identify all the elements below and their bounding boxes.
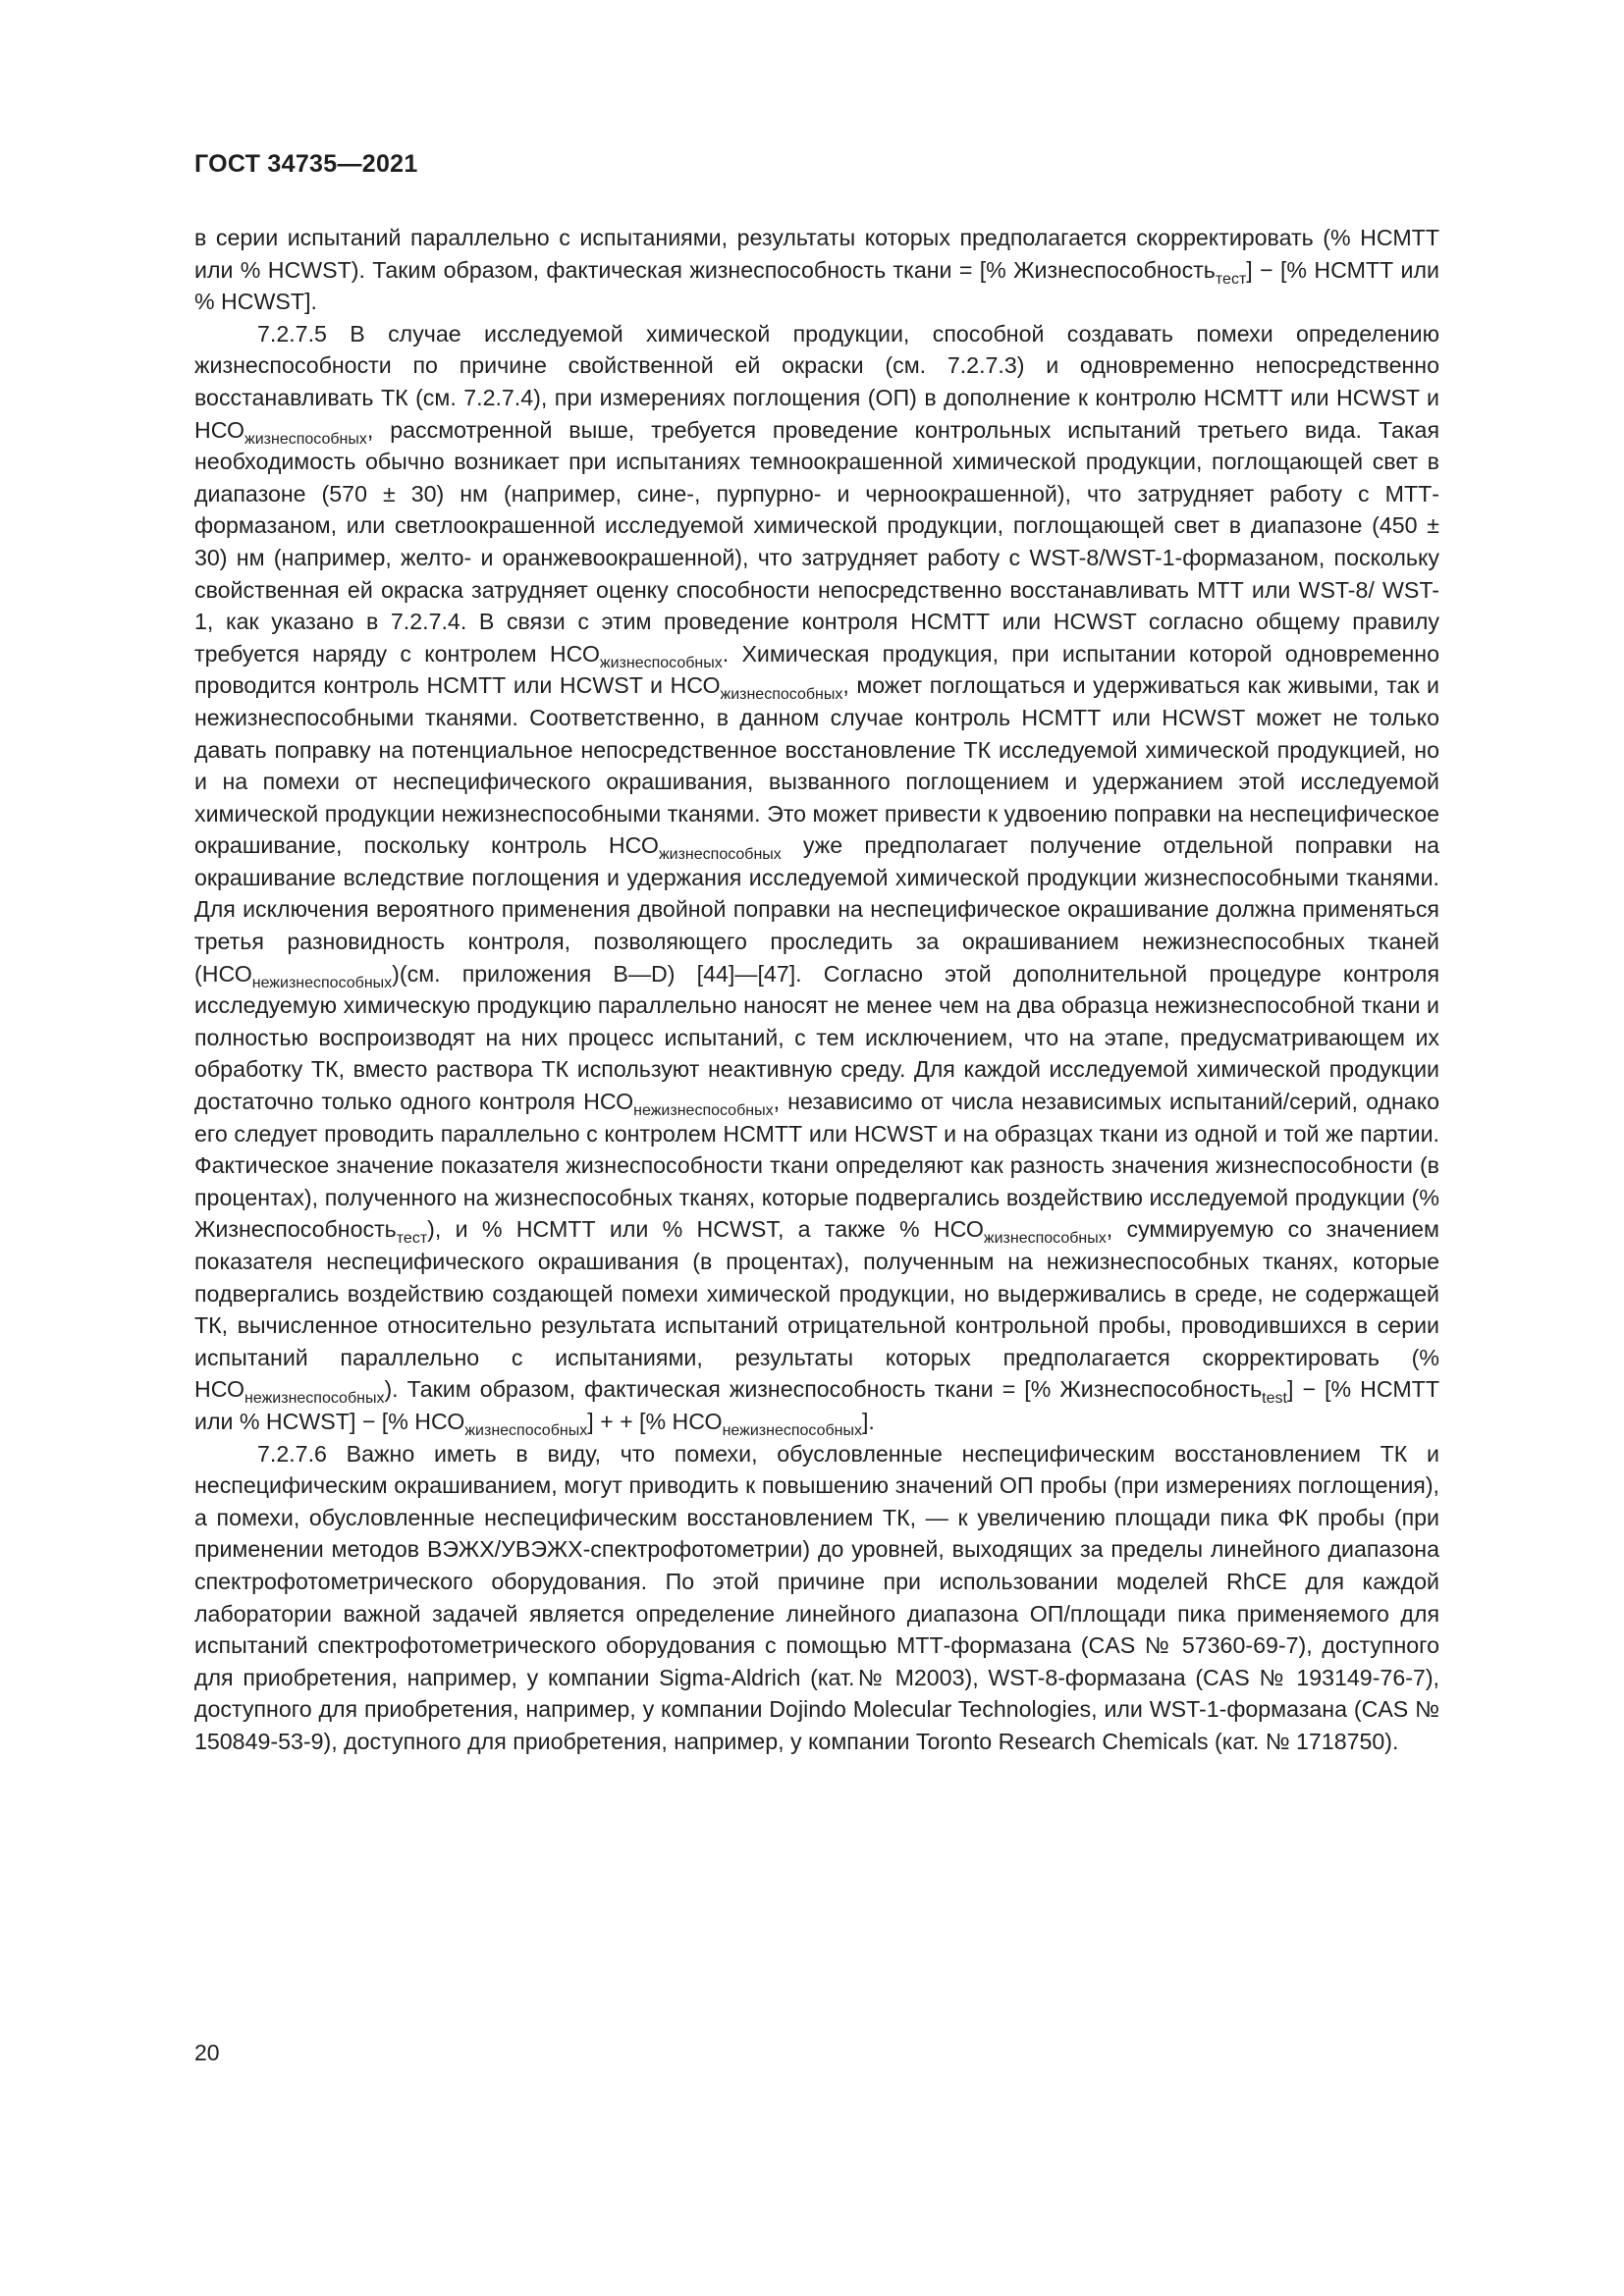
text-run: уже предполагает получение отдельной поправки на окрашивание вследствие поглощения и удержания исследуемой химической продукции жизнеспособными тканями. Для исключения вероятного применения двойной поправки на неспецифическое окрашивание должна применяться третья разновидность контроля, позволяющего проследить за окрашиванием нежизнеспособных тканей (НСО <box>194 832 1439 987</box>
text-run: , суммируемую со значением показателя неспецифического окрашивания (в процентах), полученным на нежизнеспособных тканях, которые подвергались воздействию создающей помехи химической продукции, но выдерживались в среде, не содержащей ТК, вычисленное относительно результата испытаний отрицательной контрольной пробы, проводившихся в серии испытаний параллельно с испытаниями, результаты которых предполагается скорректировать (% НСО <box>194 1216 1440 1403</box>
text-run: )(см. приложения В—D) [44]—[47]. Согласно этой дополнительной процедуре контроля исследуемую химическую продукцию параллельно наносят не менее чем на два образца нежизнеспособной ткани и полностью воспроизводят на них процесс испытаний, с тем исключением, что на этапе, предусматривающем их обработку ТК, вместо раствора ТК используют неактивную среду. Для каждой исследуемой химической продукции достаточно только одного контроля НСО <box>194 960 1439 1115</box>
subscript: нежизнеспособных <box>251 974 393 991</box>
subscript: тест <box>1215 270 1247 288</box>
text-run: 7.2.7.5 В случае исследуемой химической продукции, способной создавать помехи определению жизнеспособности по причине свойственной ей окраски (см. 7.2.7.3) и одновременно непосредственно восстанавливать ТК (см. 7.2.7.4), при измерениях поглощения (ОП) в дополнение к контролю НСМТТ или HCWST и НСО <box>194 320 1439 443</box>
text-run: ] − [% НСМТТ или % HCWST]. <box>194 256 1439 315</box>
subscript: test <box>1262 1390 1287 1408</box>
paragraph-7-2-7-5 <box>194 318 1439 1438</box>
subscript: жизнеспособных <box>983 1230 1107 1248</box>
subscript: нежизнеспособных <box>633 1102 774 1120</box>
subscript: жизнеспособных <box>464 1421 588 1439</box>
paragraph-continuation <box>194 222 1439 318</box>
document-header: ГОСТ 34735—2021 <box>194 150 418 178</box>
subscript: жизнеспособных <box>658 846 782 864</box>
subscript: жизнеспособных <box>720 686 843 704</box>
text-run: ] + + [% НСО <box>587 1408 723 1434</box>
text-run: ). Таким образом, фактическая жизнеспособность ткани = [% Жизнеспособность <box>384 1376 1263 1403</box>
subscript: нежизнеспособных <box>244 1390 385 1408</box>
text-run: ] − [% НСМТТ или % HCWST] − [% НСО <box>194 1376 1439 1434</box>
body-text <box>194 222 1439 1758</box>
paragraph-7-2-7-6: 7.2.7.6 Важно иметь в виду, что помехи, обусловленные неспецифическим восстановлением ТК и неспецифическим окрашиванием, могут приводить к повышению значений ОП пробы (при измерениях поглощения), а помехи, обусловленные неспецифическим восстановлением ТК, — к увеличению площади пика ФК пробы (при применении методов ВЭЖХ/УВЭЖХ-спектрофотометрии) до уровней, выходящих за пределы линейного диапазона спектрофотометрического оборудования. По этой причине при использовании моделей RhCE для каждой лаборатории важной задачей является определение линейного диапазона ОП/площади пика применяемого для испытаний спектрофотометрического оборудования с помощью МТТ-формазана (CAS № 57360-69-7), доступного для приобретения, например, у компании Sigma-Aldrich (кат.№ M2003), WST-8-формазана (CAS № 193149-76-7), доступного для приобретения, например, у компании Dojindo Molecular Technologies, или WST-1-формазана (CAS № 150849-53-9), доступного для приобретения, например, у компании Toronto Research Chemicals (кат. № 1718750). <box>194 1440 1439 1754</box>
text-run: , может поглощаться и удерживаться как живыми, так и нежизнеспособными тканями. Соответственно, в данном случае контроль НСМТТ или HCWST может не только давать поправку на потенциальное непосредственное восстановление ТК исследуемой химической продукцией, но и на помехи от неспецифического окрашивания, вызванного поглощением и удержанием этой исследуемой химической продукции нежизнеспособными тканями. Это может привести к удвоению поправки на неспецифическое окрашивание, поскольку контроль НСО <box>194 672 1439 859</box>
text-run: , рассмотренной выше, требуется проведение контрольных испытаний третьего вида. Такая необходимость обычно возникает при испытаниях темноокрашенной химической продукции, поглощающей свет в диапазоне (570 ± 30) нм (например, сине-, пурпурно- и черноокрашенной), что затрудняет работу с МТТ-формазаном, или светлоокрашенной исследуемой химической продукции, поглощающей свет в диапазоне (450 ± 30) нм (например, желто- и оранжевоокрашенной), что затрудняет работу с WST-8/WST-1-формазаном, поскольку свойственная ей окраска затрудняет оценку способности непосредственно восстанавливать МТТ или WST-8/ WST-1, как указано в 7.2.7.4. В связи с этим проведение контроля НСМТТ или HCWST согласно общему правилу требуется наряду с контролем НСО <box>194 416 1439 667</box>
text-run: , независимо от числа независимых испытаний/серий, однако его следует проводить параллельно с контролем НСМТТ или HCWST и на образцах ткани из одной и той же партии. Фактическое значение показателя жизнеспособности ткани определяют как разность значения жизнеспособности (в процентах), полученного на жизнеспособных тканях, которые подвергались воздействию исследуемой продукции (% Жизнеспособность <box>194 1089 1439 1243</box>
page-number: 20 <box>194 2040 220 2065</box>
text-run: в серии испытаний параллельно с испытаниями, результаты которых предполагается скорректировать (% НСМТТ или % HCWST). Таким образом, фактическая жизнеспособность ткани = [% Жизнеспособность <box>194 225 1439 283</box>
subscript: жизнеспособных <box>244 430 367 448</box>
text-run: ), и % НСМТТ или % HCWST, а также % НСО <box>427 1216 984 1243</box>
subscript: нежизнеспособных <box>722 1421 862 1439</box>
subscript: тест <box>396 1230 428 1248</box>
subscript: жизнеспособных <box>599 654 723 671</box>
text-run: ]. <box>861 1408 875 1434</box>
text-run: . Химическая продукция, при испытании которой одновременно проводится контроль НСМТТ или HCWST и НСО <box>194 640 1439 699</box>
